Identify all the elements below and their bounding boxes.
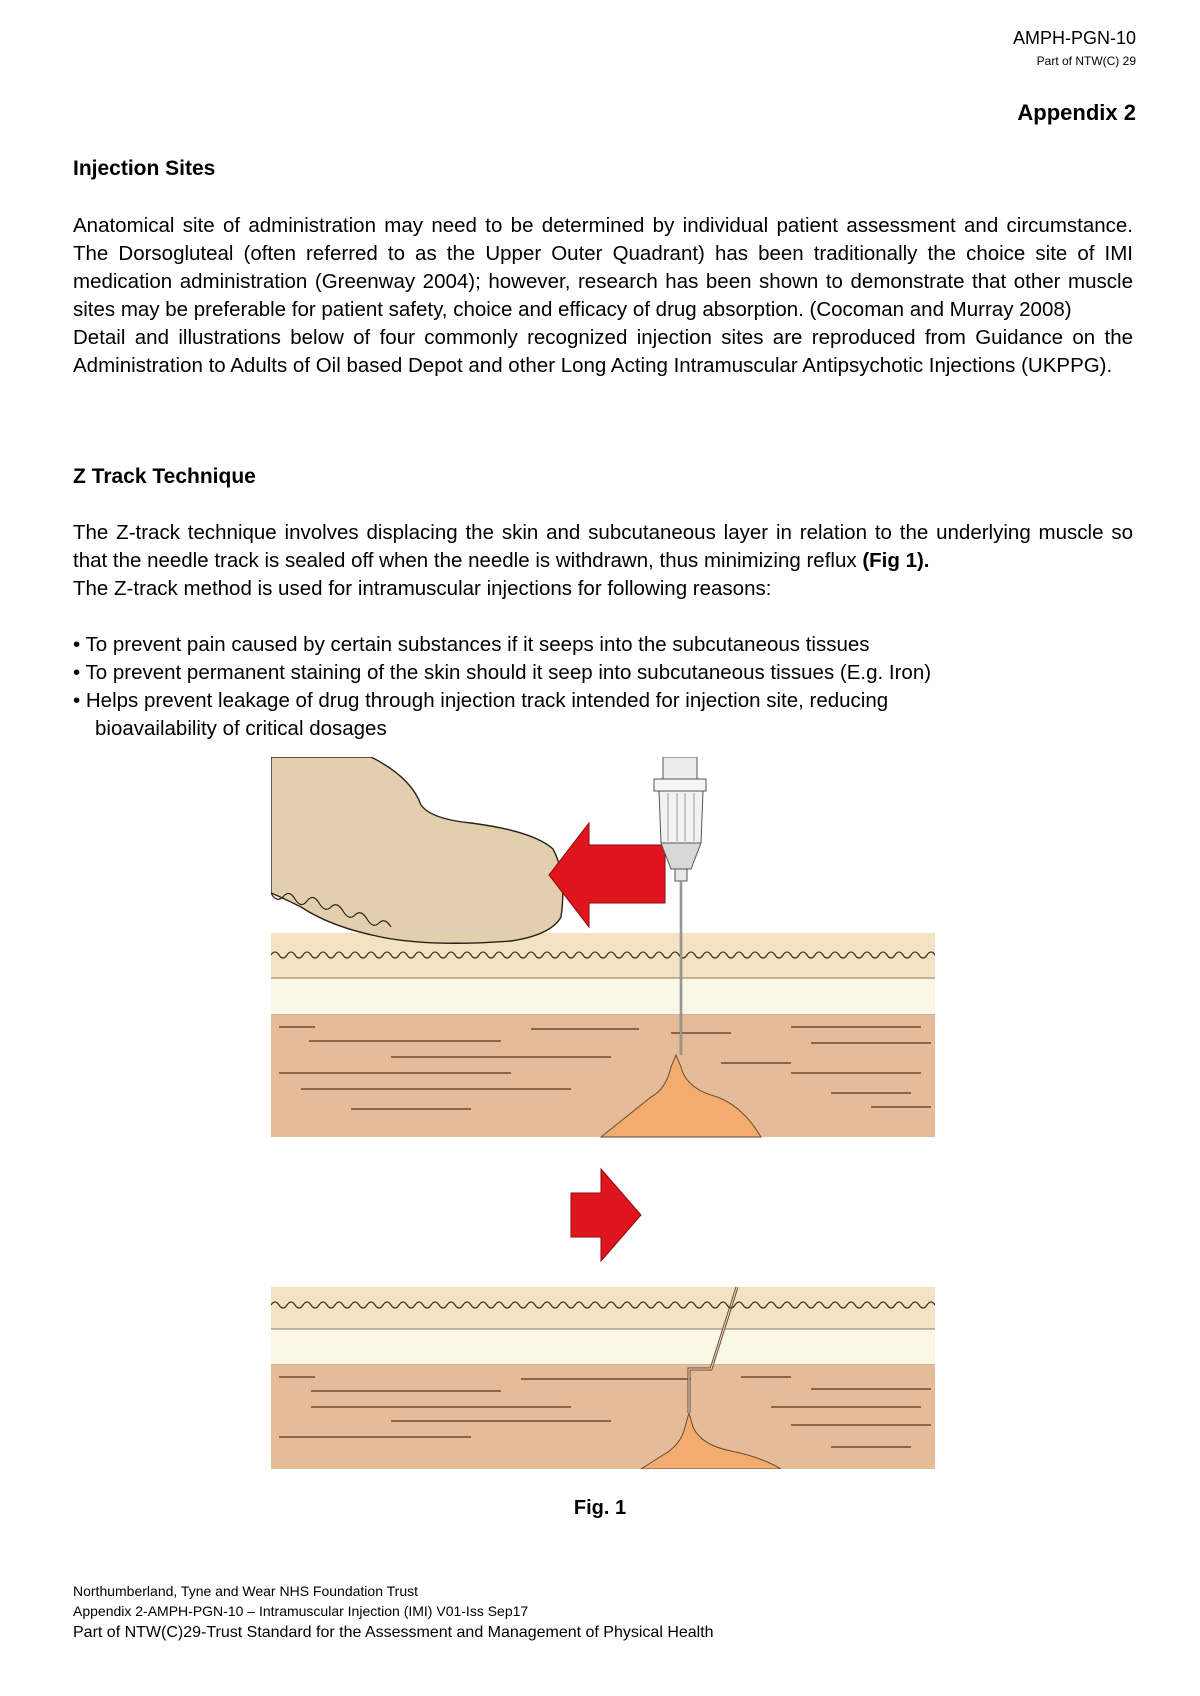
fig-reference: (Fig 1). [862,549,930,572]
right-arrow-icon [571,1169,641,1261]
reason-bullet-2: • To prevent permanent staining of the skin should it seep into subcutaneous tissues (E.g. Iron) [73,661,932,684]
z-track-reasons-list [73,631,1153,743]
injection-sites-paragraph-2: Detail and illustrations below of four commonly recognized injection sites are reproduced from Guidance on the Administration to Adults of Oil based Depot and other Long Acting Intramuscular Antipsychotic Injections (UKPPG). [73,326,1133,377]
muscle-layer-after [271,1365,935,1469]
z-track-figure [271,757,935,1474]
reason-bullet-3: • Helps prevent leakage of drug through injection track intended for injection site, reducing [73,689,889,712]
z-track-paragraph-1 [73,519,1133,575]
muscle-layer [271,1015,935,1137]
figure-panel-before [271,757,935,1137]
z-track-text [73,519,1133,603]
z-track-paragraph-1-body: The Z-track technique involves displacing the skin and subcutaneous layer in relation to the underlying muscle so that the needle track is sealed off when the needle is withdrawn, thus minimizing reflux [73,521,1133,572]
footer-standard: Part of NTW(C)29-Trust Standard for the Assessment and Management of Physical Health [73,1624,714,1641]
document-code: AMPH-PGN-10 [1012,28,1136,48]
reason-bullet-3-continued: bioavailability of critical dosages [95,717,387,740]
appendix-title: Appendix 2 [1017,100,1136,125]
skin-layer [271,933,935,978]
document-part-of: Part of NTW(C) 29 [1036,54,1136,68]
footer-organisation: Northumberland, Tyne and Wear NHS Foundation Trust [73,1583,418,1599]
z-track-paragraph-2: The Z-track method is used for intramuscular injections for following reasons: [73,577,772,600]
figure-caption: Fig. 1 [573,1497,627,1519]
injection-sites-text [73,212,1133,380]
z-track-heading: Z Track Technique [73,465,256,488]
injection-sites-heading: Injection Sites [73,157,216,180]
subcutaneous-layer [271,978,935,1015]
figure-panel-after [271,1169,935,1469]
reason-bullet-1: • To prevent pain caused by certain substances if it seeps into the subcutaneous tissues [73,633,870,656]
injection-sites-paragraph-1: Anatomical site of administration may need to be determined by individual patient assessment and circumstance. The Dorsogluteal (often referred to as the Upper Outer Quadrant) has been traditionally the choice site of IMI medication administration (Greenway 2004); however, research has been shown to demonstrate that other muscle sites may be preferable for patient safety, choice and efficacy of drug absorption. (Cocoman and Murray 2008) [73,214,1133,321]
footer-document-ref: Appendix 2-AMPH-PGN-10 – Intramuscular Injection (IMI) V01-Iss Sep17 [73,1603,529,1619]
subcutaneous-layer-after [271,1329,935,1365]
